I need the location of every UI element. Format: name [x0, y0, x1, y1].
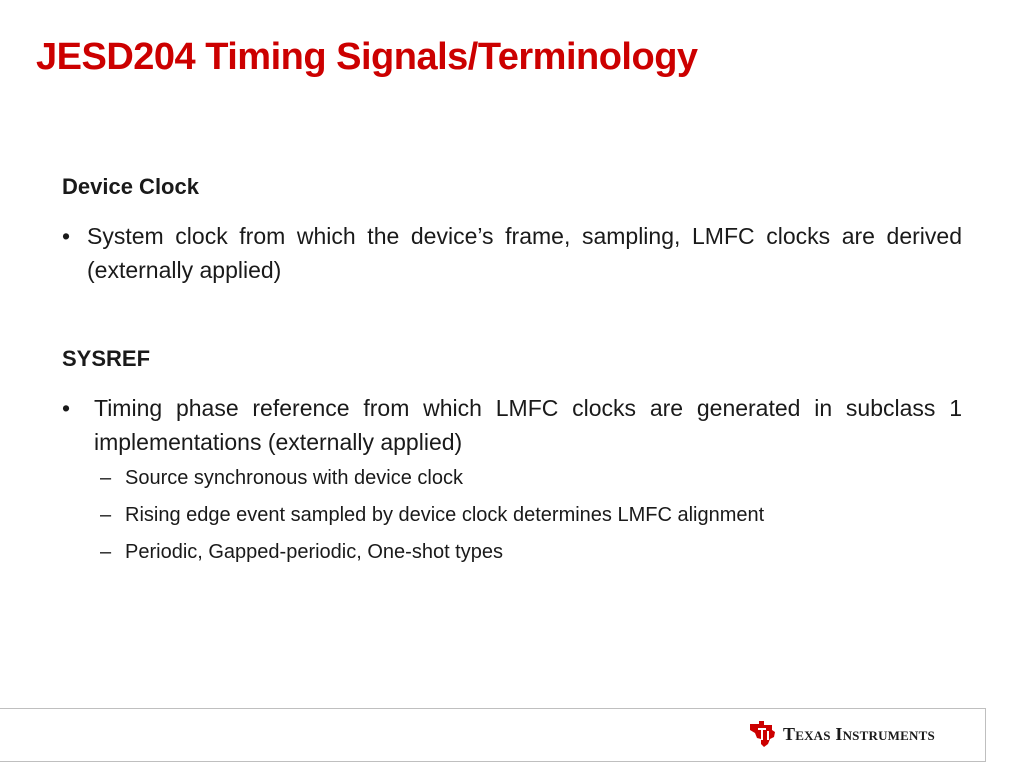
sub-bullet [100, 541, 503, 564]
sub-bullet-marker: – [100, 467, 112, 489]
bullet-sysref [62, 391, 962, 459]
bullet-text: Timing phase reference from which LMFC clocks are generated in subclass 1 implementations (externally applied) [94, 395, 962, 455]
sub-bullet-text: Rising edge event sampled by device clock determines LMFC alignment [125, 504, 765, 526]
sub-bullet-marker: – [100, 541, 112, 563]
sub-bullet-text: Source synchronous with device clock [125, 467, 463, 489]
slide-title: JESD204 Timing Signals/Terminology [36, 36, 698, 78]
section-heading-sysref: SYSREF [62, 346, 151, 371]
ti-chip-logo-icon [747, 719, 777, 749]
bullet-text: System clock from which the device’s frame, sampling, LMFC clocks are derived (externally applied) [87, 223, 962, 283]
sub-bullet-text: Periodic, Gapped-periodic, One-shot types [125, 541, 503, 563]
section-heading-device-clock: Device Clock [62, 174, 199, 199]
bullet-device-clock [62, 219, 962, 287]
bullet-marker: • [62, 223, 71, 249]
sub-bullet-marker: – [100, 504, 112, 526]
ti-brand-name: Texas Instruments [783, 724, 935, 744]
bullet-marker: • [62, 395, 71, 421]
sub-bullet [100, 467, 463, 490]
sub-bullet [100, 504, 764, 527]
